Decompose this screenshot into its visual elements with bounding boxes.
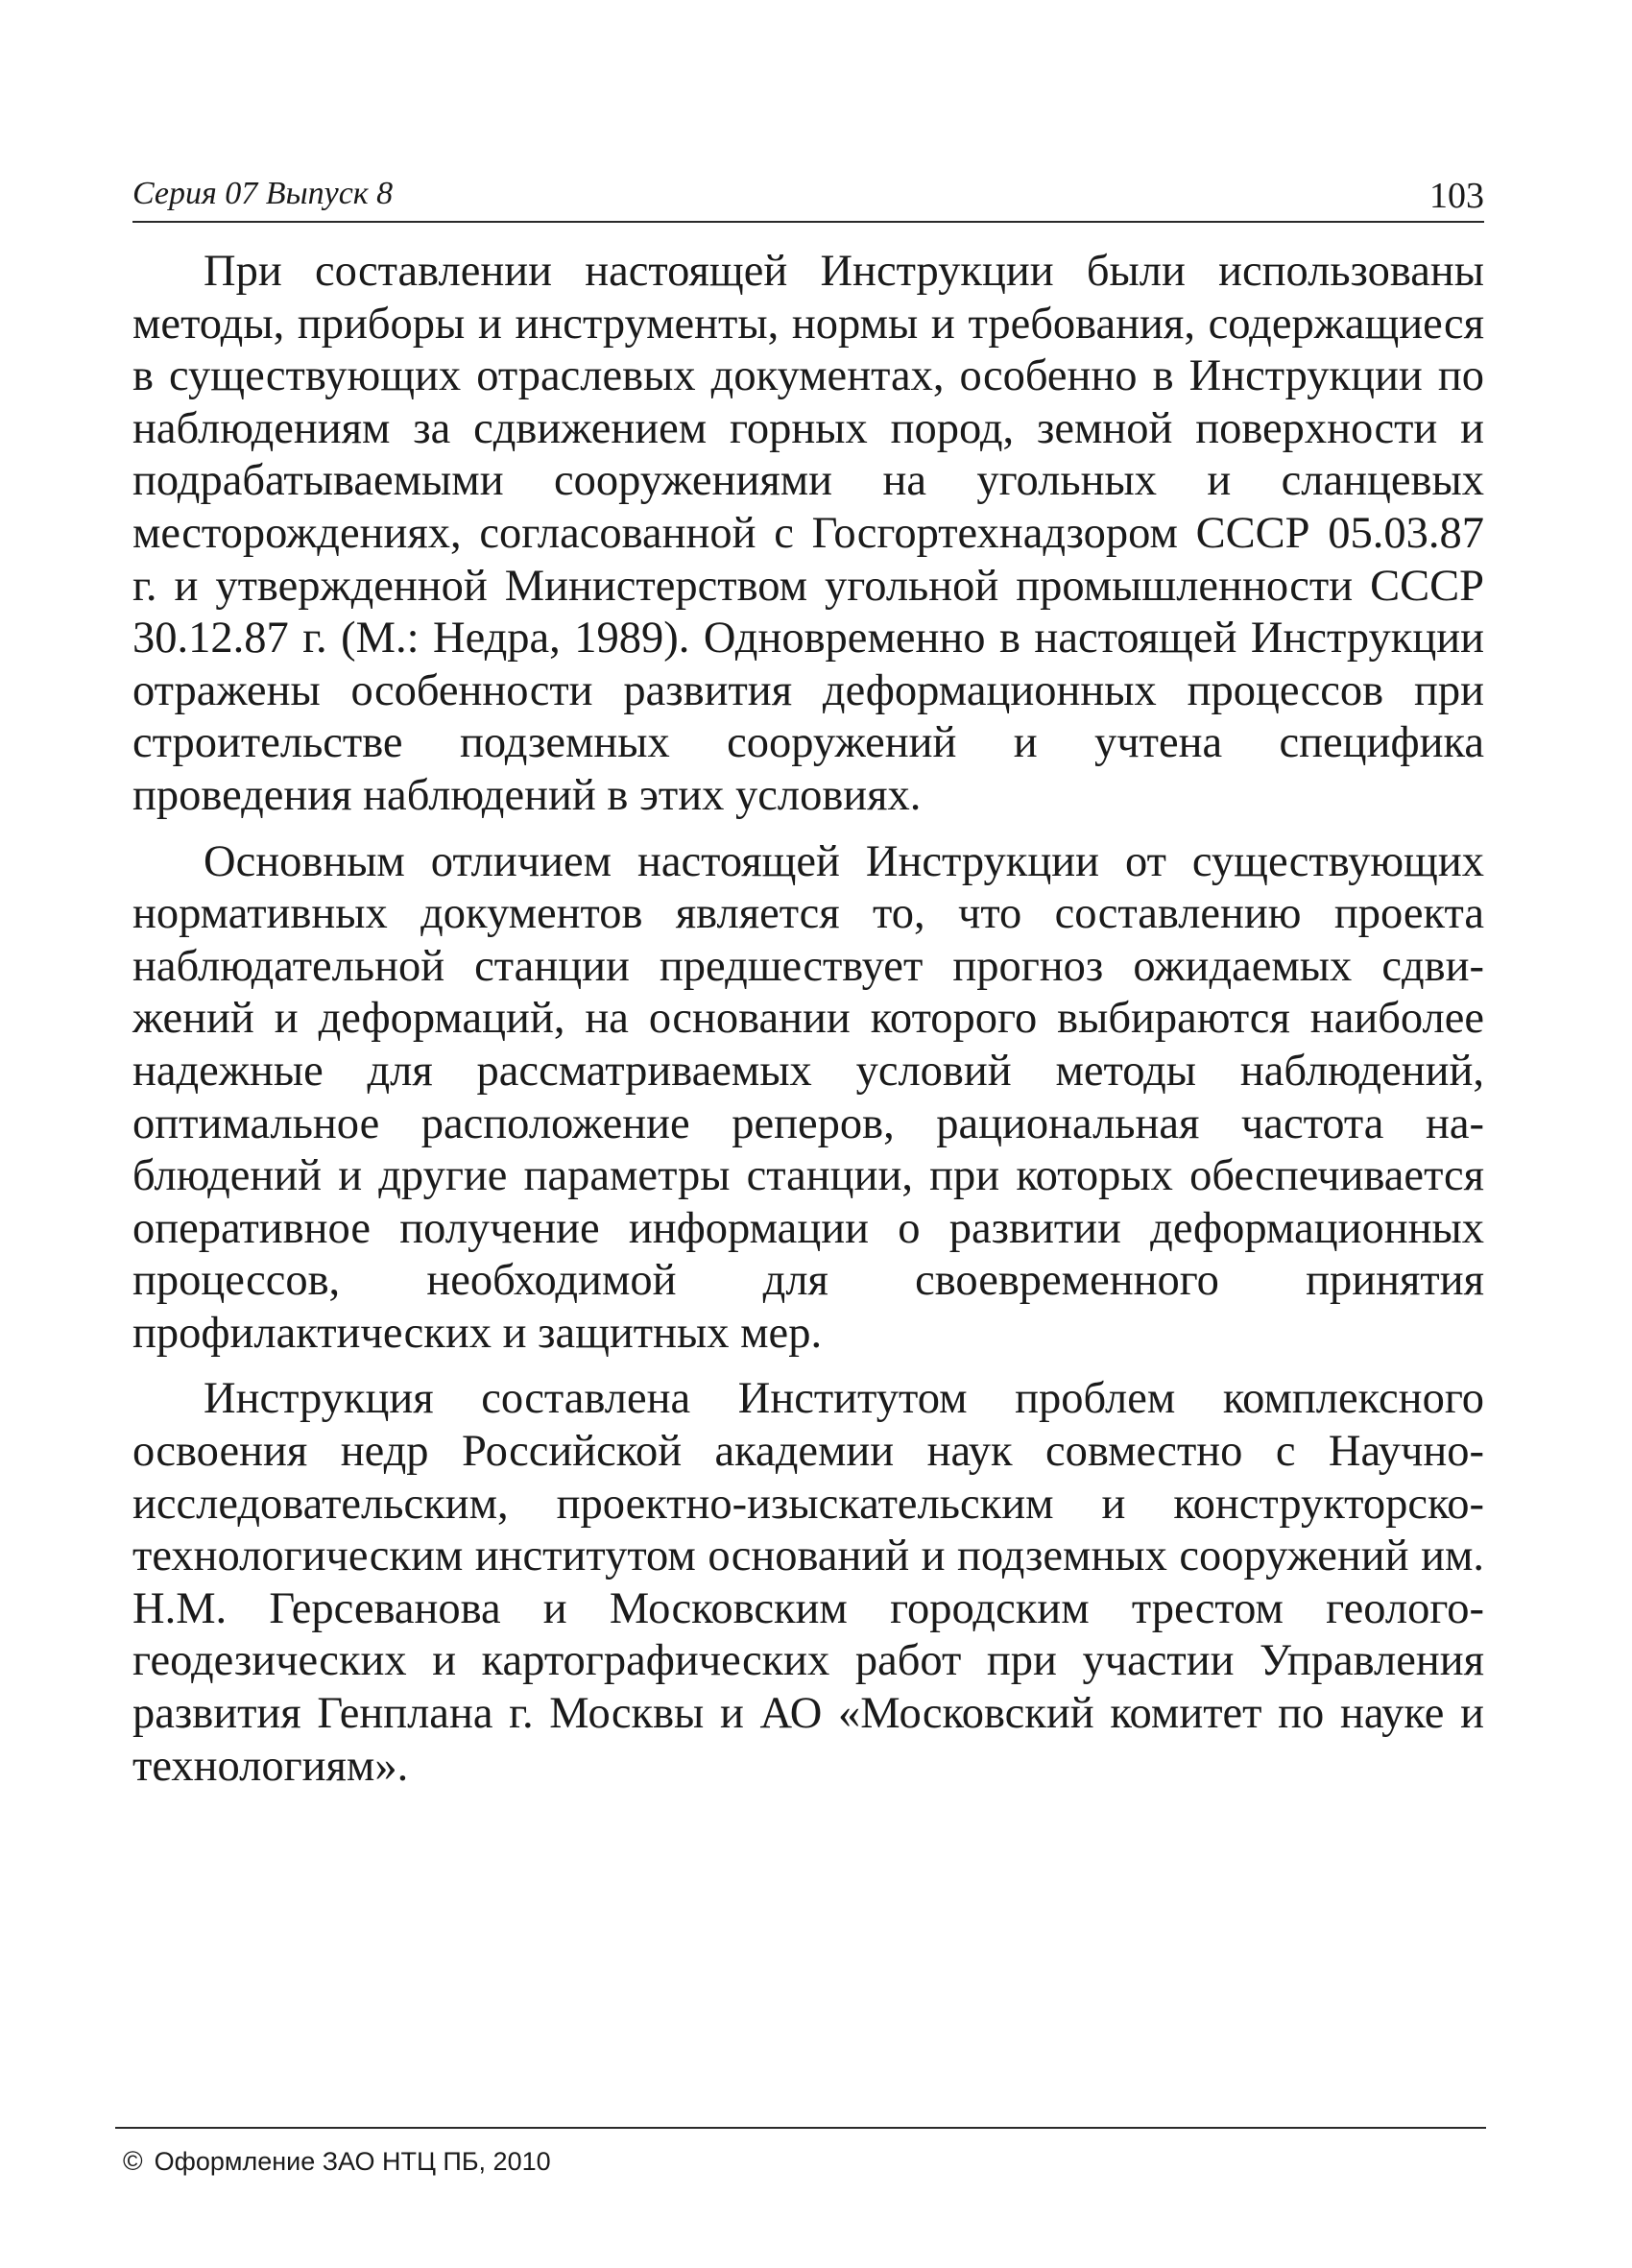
paragraph-3: Инструкция составлена Институтом проблем комплексного освоения недр Российской академии наук совместно с Научно-исследовательским, проектно-изыскательским и конструкторско-технологическим институтом оснований и подземных сооружений им. Н.М. Герсеванова и Московским городским трестом геолого-геодезических и картографических работ при участии Управления развития Генплана г. Москвы и АО «Московский комитет по науке и технологиям». bbox=[132, 1374, 1484, 1791]
copyright-icon: © bbox=[123, 2146, 143, 2176]
footer bbox=[123, 2145, 551, 2178]
page-header bbox=[132, 171, 1484, 223]
body-text bbox=[132, 246, 1484, 1806]
paragraph-2: Основным отличием настоящей Инструкции от существующих нормативных документов является то, что составлению проекта наблюдательной станции предшествует прогноз ожидаемых сдвижений и деформаций, на основании которого выбираются наиболее надежные для рассматриваемых условий методы наблюдений, оптимальное расположение реперов, рациональная частота наблюдений и другие параметры станции, при которых обеспечивается оперативное получение информации о развитии деформационных процессов, необходимой для своевременного принятия профилактических и защитных мер. bbox=[132, 836, 1484, 1358]
page-number: 103 bbox=[1429, 176, 1484, 216]
footer-text: Оформление ЗАО НТЦ ПБ, 2010 bbox=[154, 2147, 551, 2176]
paragraph-1: При составлении настоящей Инструкции были использованы методы, приборы и инструменты, нормы и требования, содержащиеся в существующих отраслевых документах, особенно в Инструкции по наблюдениям за сдвижением горных пород, земной поверхности и подрабатываемыми сооружениями на угольных и сланцевых месторождениях, согласованной с Госгортехнадзором СССР 05.03.87 г. и утвержденной Министерством угольной промышленности СССР 30.12.87 г. (М.: Недра, 1989). Одновременно в настоящей Инструкции отражены особенности развития деформационных процессов при строительстве подземных сооружений и учтена специфика проведения наблюдений в этих условиях. bbox=[132, 247, 1484, 820]
footer-divider bbox=[115, 2127, 1486, 2129]
series-issue-label: Серия 07 Выпуск 8 bbox=[132, 176, 394, 211]
